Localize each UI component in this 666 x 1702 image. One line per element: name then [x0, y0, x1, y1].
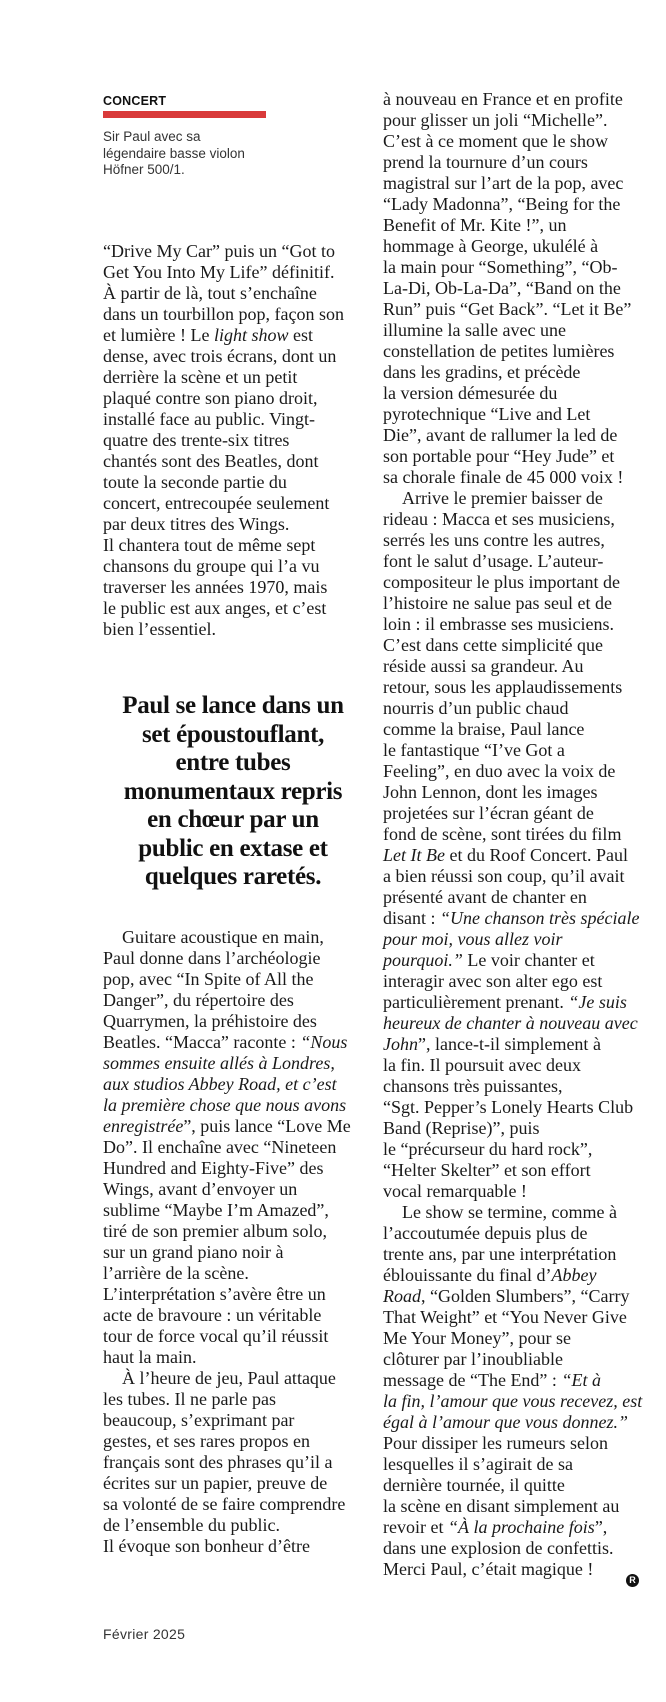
text-run: particulièrement prenant.: [383, 992, 569, 1012]
text-line: [383, 1097, 642, 1118]
text-line: [383, 299, 642, 320]
text-line: [383, 950, 642, 971]
text-run: ”, lance-t-il simplement à: [418, 1034, 601, 1054]
text-run: nourris d’un public chaud: [383, 698, 569, 718]
text-run: haut la main.: [103, 1347, 197, 1367]
pull-quote: [98, 692, 368, 892]
text-line: [383, 383, 642, 404]
text-run: chantés sont des Beatles, dont: [103, 451, 319, 471]
text-run: Merci Paul, c’était magique !: [383, 1559, 594, 1579]
text-run: Benefit of Mr. Kite !”, un: [383, 215, 567, 235]
text-line: [383, 971, 642, 992]
text-run: gestes, et ses rares propos en: [103, 1431, 310, 1451]
text-run: Wings, avant d’envoyer un: [103, 1179, 298, 1199]
text-line: [383, 866, 642, 887]
text-run: C’est dans cette simplicité que: [383, 635, 603, 655]
text-line: [383, 173, 642, 194]
text-run: toute la seconde partie du: [103, 472, 287, 492]
text-run: constellation de petites lumières: [383, 341, 615, 361]
text-run: la main pour “Something”, “Ob-: [383, 257, 618, 277]
text-line: [383, 467, 642, 488]
text-line: [103, 1032, 351, 1053]
text-line: [383, 1538, 642, 1559]
text-run: message de “The End” :: [383, 1370, 562, 1390]
text-line: [383, 1244, 642, 1265]
text-run: C’est à ce moment que le show: [383, 131, 608, 151]
text-line: [103, 927, 351, 948]
text-run: beaucoup, s’exprimant par: [103, 1410, 295, 1430]
italic-text-run: aux studios Abbey Road, et c’est: [103, 1074, 337, 1094]
photo-caption: [103, 129, 323, 179]
text-line: [383, 887, 642, 908]
italic-text-run: John: [383, 1034, 418, 1054]
italic-text-run: “Et à: [561, 1370, 601, 1390]
text-run: hommage à George, ukulélé à: [383, 236, 599, 256]
text-line: [103, 1536, 351, 1557]
text-run: sur un grand piano noir à: [103, 1242, 284, 1262]
text-line: [383, 740, 642, 761]
text-run: Run” puis “Get Back”. “Let it Be”: [383, 299, 632, 319]
italic-text-run: la première chose que nous avons: [103, 1095, 347, 1115]
text-line: [383, 488, 642, 509]
text-run: ”, puis lance “Love Me: [183, 1116, 351, 1136]
text-line: [383, 1517, 642, 1538]
text-line: [103, 1326, 351, 1347]
text-line: [383, 635, 642, 656]
text-run: Feeling”, en duo avec la voix de: [383, 761, 616, 781]
text-line: [103, 262, 344, 283]
text-line: [383, 1139, 642, 1160]
text-run: Le voir chanter et: [462, 950, 595, 970]
text-line: [383, 698, 642, 719]
text-line: [103, 969, 351, 990]
text-line: [103, 1389, 351, 1410]
text-run: Die”, avant de rallumer la led de: [383, 425, 618, 445]
text-run: la scène en disant simplement au: [383, 1496, 620, 1516]
text-run: trente ans, par une interprétation: [383, 1244, 617, 1264]
text-run: sublime “Maybe I’m Amazed”,: [103, 1200, 329, 1220]
body-left-bottom: [103, 927, 351, 1557]
text-line: [103, 1179, 351, 1200]
text-run: revoir et: [383, 1517, 448, 1537]
text-line: [103, 409, 344, 430]
text-run: chansons du groupe qui l’a vu: [103, 556, 320, 576]
text-run: retour, sous les applaudissements: [383, 677, 623, 697]
text-line: [383, 824, 642, 845]
text-run: magistral sur l’art de la pop, avec: [383, 173, 624, 193]
text-run: serrés les uns contre les autres,: [383, 530, 605, 550]
text-line: [103, 493, 344, 514]
text-line: [103, 241, 344, 262]
text-run: est: [288, 325, 313, 345]
text-run: clôturer par l’inoubliable: [383, 1349, 563, 1369]
text-line: [383, 404, 642, 425]
text-run: par deux titres des Wings.: [103, 514, 290, 534]
text-run: John Lennon, dont les images: [383, 782, 598, 802]
pull-quote-line: monumentaux repris: [123, 777, 343, 805]
text-line: [383, 929, 642, 950]
text-line: [383, 89, 642, 110]
text-line: [103, 1158, 351, 1179]
text-line: [103, 1263, 351, 1284]
text-line: [383, 782, 642, 803]
text-line: [383, 761, 642, 782]
text-line: [103, 1116, 351, 1137]
text-run: Pour dissiper les rumeurs selon: [383, 1433, 608, 1453]
text-line: [383, 1265, 642, 1286]
text-run: concert, entrecoupée seulement: [103, 493, 330, 513]
paragraph: [103, 1368, 351, 1557]
paragraph: [383, 89, 642, 488]
text-line: [383, 509, 642, 530]
text-run: écrites sur un papier, preuve de: [103, 1473, 328, 1493]
text-line: [383, 908, 642, 929]
text-run: l’histoire ne salue pas seul et de: [383, 593, 612, 613]
text-run: ”,: [594, 1517, 608, 1537]
text-run: tour de force vocal qu’il réussit: [103, 1326, 329, 1346]
italic-text-run: la fin, l’amour que vous recevez, est: [383, 1391, 643, 1411]
text-line: [383, 362, 642, 383]
text-line: [103, 535, 344, 556]
text-line: [103, 1200, 351, 1221]
text-line: [383, 1160, 642, 1181]
text-run: La-Di, Ob-La-Da”, “Band on the: [383, 278, 621, 298]
text-line: [383, 257, 642, 278]
pull-quote-line: Paul se lance dans un: [122, 692, 344, 719]
text-line: [103, 1347, 351, 1368]
pull-quote-line: public en extase et: [138, 834, 328, 862]
text-line: [383, 1454, 642, 1475]
text-line: [383, 572, 642, 593]
text-line: [103, 472, 344, 493]
text-run: loin : il embrasse ses musiciens.: [383, 614, 614, 634]
text-run: Le show se termine, comme à: [402, 1202, 617, 1222]
italic-text-run: Abbey: [551, 1265, 597, 1285]
text-run: le fantastique “I’ve Got a: [383, 740, 565, 760]
text-line: [383, 845, 642, 866]
text-run: traverser les années 1970, mais: [103, 577, 328, 597]
text-run: “Lady Madonna”, “Being for the: [383, 194, 621, 214]
text-line: [103, 1221, 351, 1242]
issue-date-footer: Février 2025: [103, 1626, 186, 1642]
text-line: [103, 325, 344, 346]
text-run: dense, avec trois écrans, dont un: [103, 346, 337, 366]
text-line: [383, 1349, 642, 1370]
text-line: [103, 577, 344, 598]
text-run: Paul donne dans l’archéologie: [103, 948, 321, 968]
text-run: Do”. Il enchaîne avec “Nineteen: [103, 1137, 337, 1157]
text-run: font le salut d’usage. L’auteur-: [383, 551, 604, 571]
body-left-top: [103, 241, 344, 640]
text-run: la version démesurée du: [383, 383, 558, 403]
paragraph: [103, 241, 344, 640]
text-run: dans une explosion de confettis.: [383, 1538, 614, 1558]
text-line: [103, 430, 344, 451]
text-line: [103, 283, 344, 304]
text-run: à nouveau en France et en profite: [383, 89, 623, 109]
text-run: Danger”, du répertoire des: [103, 990, 294, 1010]
text-line: [103, 367, 344, 388]
text-line: [383, 1412, 642, 1433]
text-run: , “Golden Slumbers”, “Carry: [421, 1286, 630, 1306]
text-line: [383, 530, 642, 551]
text-line: [383, 719, 642, 740]
text-run: pop, avec “In Spite of All the: [103, 969, 314, 989]
text-run: lesquelles il s’agirait de sa: [383, 1454, 573, 1474]
text-line: [103, 1074, 351, 1095]
section-kicker: CONCERT: [103, 94, 167, 108]
text-line: [103, 1095, 351, 1116]
text-line: [103, 556, 344, 577]
italic-text-run: pourquoi.”: [383, 950, 463, 970]
text-run: Beatles. “Macca” raconte :: [103, 1032, 301, 1052]
text-run: projetées sur l’écran géant de: [383, 803, 594, 823]
text-run: “Drive My Car” puis un “Got to: [103, 241, 335, 261]
pull-quote-line: entre tubes: [175, 749, 291, 776]
text-line: [103, 1011, 351, 1032]
text-run: Me Your Money”, pour se: [383, 1328, 571, 1348]
text-run: comme la braise, Paul lance: [383, 719, 585, 739]
text-line: [383, 677, 642, 698]
text-run: Band (Reprise)”, puis: [383, 1118, 540, 1138]
text-run: fond de scène, sont tirées du film: [383, 824, 622, 844]
italic-text-run: Road: [383, 1286, 421, 1306]
text-line: [383, 1286, 642, 1307]
text-line: [383, 152, 642, 173]
text-line: [383, 1034, 642, 1055]
text-run: installé face au public. Vingt-: [103, 409, 316, 429]
text-run: Arrive le premier baisser de: [402, 488, 603, 508]
text-run: quatre des trente-six titres: [103, 430, 290, 450]
text-run: prend la tournure d’un cours: [383, 152, 588, 172]
text-line: [103, 1284, 351, 1305]
caption-line: Sir Paul avec sa: [103, 129, 201, 144]
text-run: rideau : Macca et ses musiciens,: [383, 509, 615, 529]
italic-text-run: “Je suis: [568, 992, 627, 1012]
text-run: plaqué contre son piano droit,: [103, 388, 318, 408]
body-right: [383, 89, 642, 1580]
text-run: Quarrymen, la préhistoire des: [103, 1011, 317, 1031]
text-line: [383, 1223, 642, 1244]
text-run: “Sgt. Pepper’s Lonely Hearts Club: [383, 1097, 634, 1117]
text-line: [383, 1013, 642, 1034]
text-line: [383, 593, 642, 614]
text-line: [103, 304, 344, 325]
caption-line: Höfner 500/1.: [103, 162, 185, 177]
text-run: le public est aux anges, et c’est: [103, 598, 327, 618]
italic-text-run: “À la prochaine fois: [447, 1517, 595, 1537]
text-line: [383, 110, 642, 131]
text-run: bien l’essentiel.: [103, 619, 216, 639]
text-run: de l’ensemble du public.: [103, 1515, 280, 1535]
text-line: [103, 1242, 351, 1263]
text-run: Guitare acoustique en main,: [122, 927, 324, 947]
italic-text-run: égal à l’amour que vous donnez.”: [383, 1412, 628, 1432]
text-run: français sont des phrases qu’il a: [103, 1452, 333, 1472]
text-line: [103, 598, 344, 619]
text-line: [383, 320, 642, 341]
text-run: éblouissante du final d’: [383, 1265, 552, 1285]
italic-text-run: “Nous: [300, 1032, 348, 1052]
text-run: vocal remarquable !: [383, 1181, 527, 1201]
text-run: dans un tourbillon pop, façon son: [103, 304, 344, 324]
text-line: [103, 948, 351, 969]
text-line: [103, 1137, 351, 1158]
text-run: acte de bravoure : un véritable: [103, 1305, 322, 1325]
text-line: [383, 1307, 642, 1328]
text-run: pyrotechnique “Live and Let: [383, 404, 591, 424]
text-line: [103, 1473, 351, 1494]
text-run: la fin. Il poursuit avec deux: [383, 1055, 581, 1075]
text-line: [103, 1305, 351, 1326]
text-run: les tubes. Il ne parle pas: [103, 1389, 276, 1409]
text-run: son portable pour “Hey Jude” et: [383, 446, 615, 466]
text-run: Hundred and Eighty-Five” des: [103, 1158, 324, 1178]
italic-text-run: enregistrée: [103, 1116, 184, 1136]
text-line: [383, 614, 642, 635]
text-run: derrière la scène et un petit: [103, 367, 298, 387]
end-of-article-mark-icon: R: [626, 1574, 639, 1587]
text-run: compositeur le plus important de: [383, 572, 620, 592]
text-line: [383, 194, 642, 215]
text-run: sa volonté de se faire comprendre: [103, 1494, 346, 1514]
text-line: [383, 1433, 642, 1454]
text-line: [103, 1452, 351, 1473]
text-line: [383, 1370, 642, 1391]
text-line: [103, 1431, 351, 1452]
text-run: sa chorale finale de 45 000 voix !: [383, 467, 624, 487]
text-line: [103, 1368, 351, 1389]
paragraph: [383, 1202, 642, 1580]
text-line: [383, 236, 642, 257]
italic-text-run: sommes ensuite allés à Londres,: [103, 1053, 335, 1073]
text-run: pour glisser un joli “Michelle”.: [383, 110, 608, 130]
text-line: [103, 990, 351, 1011]
text-line: [383, 341, 642, 362]
text-line: [383, 215, 642, 236]
pull-quote-line: quelques raretés.: [144, 863, 322, 890]
text-line: [103, 619, 344, 640]
text-run: présenté avant de chanter en: [383, 887, 587, 907]
text-run: tiré de son premier album solo,: [103, 1221, 327, 1241]
text-run: Get You Into My Life” définitif.: [103, 262, 335, 282]
text-line: [383, 1181, 642, 1202]
text-run: Il évoque son bonheur d’être: [103, 1536, 310, 1556]
text-run: l’accoutumée depuis plus de: [383, 1223, 588, 1243]
pull-quote-line: en chœur par un: [147, 806, 319, 833]
text-line: [383, 656, 642, 677]
text-run: a bien réussi son coup, qu’il avait: [383, 866, 625, 886]
text-line: [103, 346, 344, 367]
text-line: [383, 803, 642, 824]
paragraph: [383, 488, 642, 1202]
italic-text-run: heureux de chanter à nouveau avec: [383, 1013, 638, 1033]
text-line: [383, 992, 642, 1013]
text-run: L’interprétation s’avère être un: [103, 1284, 326, 1304]
text-run: À l’heure de jeu, Paul attaque: [122, 1368, 336, 1388]
text-run: chansons très puissantes,: [383, 1076, 563, 1096]
text-line: [383, 131, 642, 152]
text-run: “Helter Skelter” et son effort: [383, 1160, 591, 1180]
text-run: le “précurseur du hard rock”,: [383, 1139, 593, 1159]
text-line: [383, 446, 642, 467]
text-line: [103, 388, 344, 409]
text-line: [103, 1515, 351, 1536]
text-line: [383, 1328, 642, 1349]
text-line: [383, 1496, 642, 1517]
text-run: Il chantera tout de même sept: [103, 535, 316, 555]
text-line: [383, 1076, 642, 1097]
text-line: [383, 1118, 642, 1139]
text-run: l’arrière de la scène.: [103, 1263, 249, 1283]
text-run: et du Roof Concert. Paul: [444, 845, 628, 865]
text-line: [103, 451, 344, 472]
text-run: disant :: [383, 908, 440, 928]
text-line: [383, 425, 642, 446]
italic-text-run: pour moi, vous allez voir: [383, 929, 563, 949]
text-run: illumine la salle avec une: [383, 320, 566, 340]
text-line: [383, 551, 642, 572]
text-line: [383, 1202, 642, 1223]
italic-text-run: Let It Be: [383, 845, 445, 865]
text-line: [383, 1055, 642, 1076]
text-line: [103, 1494, 351, 1515]
text-run: dans les gradins, et précède: [383, 362, 581, 382]
italic-text-run: light show: [213, 325, 289, 345]
text-run: That Weight” et “You Never Give: [383, 1307, 627, 1327]
text-run: interagir avec son alter ego est: [383, 971, 603, 991]
text-run: À partir de là, tout s’enchaîne: [103, 283, 317, 303]
pull-quote-line: set époustouflant,: [141, 720, 325, 748]
italic-text-run: “Une chanson très spéciale: [440, 908, 640, 928]
text-run: réside aussi sa grandeur. Au: [383, 656, 584, 676]
text-run: dernière tournée, il quitte: [383, 1475, 565, 1495]
text-line: [103, 1410, 351, 1431]
caption-line: légendaire basse violon: [103, 145, 245, 161]
paragraph: [103, 927, 351, 1368]
text-line: [383, 1391, 642, 1412]
text-line: [383, 1475, 642, 1496]
text-line: [383, 1559, 642, 1580]
text-line: [103, 514, 344, 535]
kicker-rule: [103, 111, 266, 118]
text-run: et lumière ! Le: [103, 325, 214, 345]
text-line: [383, 278, 642, 299]
text-line: [103, 1053, 351, 1074]
